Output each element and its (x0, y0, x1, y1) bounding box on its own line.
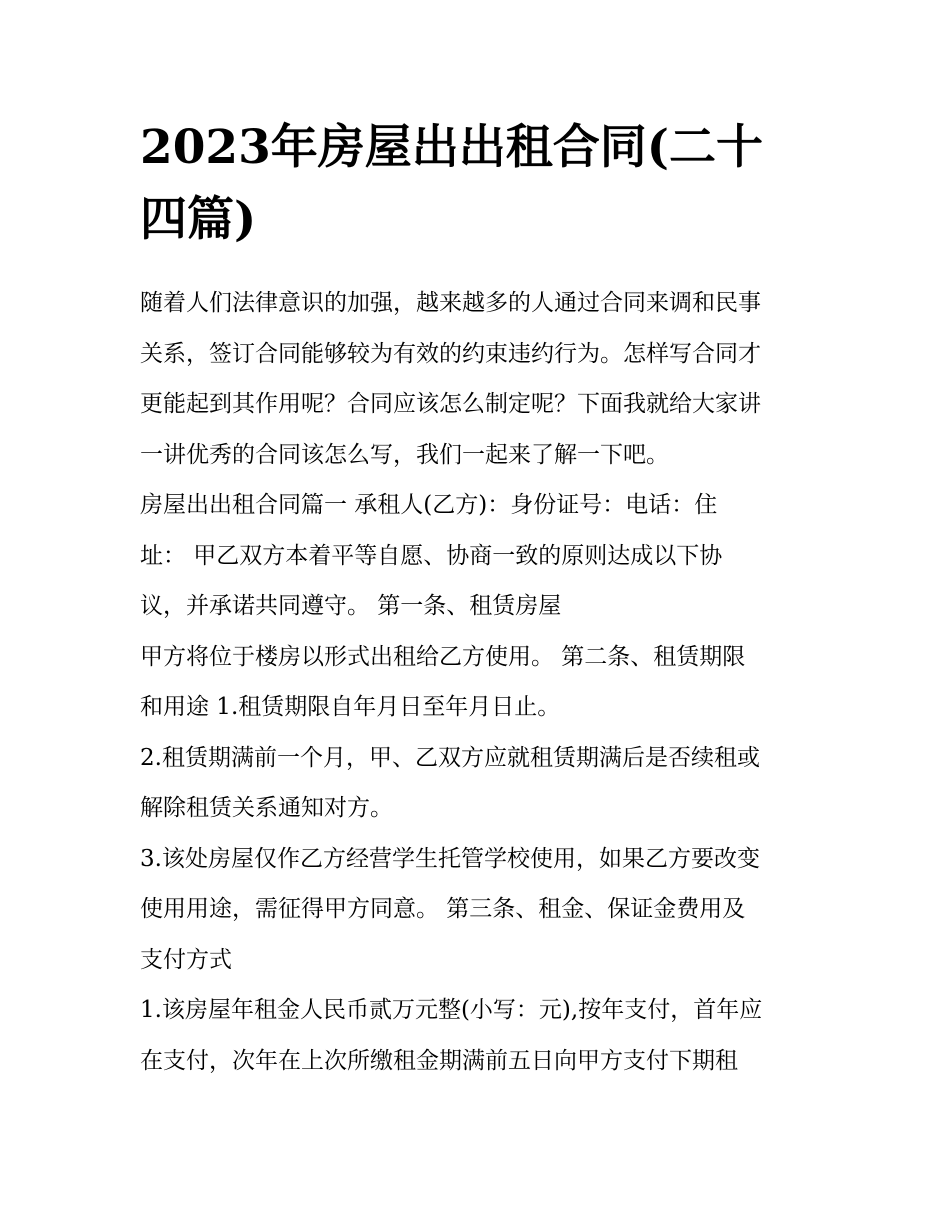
body-line: 1.该房屋年租金人民币贰万元整(小写：元),按年支付，首年应 (140, 997, 763, 1023)
title-line: 2023年房屋出出租合同(二十 (140, 120, 764, 175)
body-line: 随着人们法律意识的加强，越来越多的人通过合同来调和民事 (140, 290, 761, 316)
body-line: 解除租赁关系通知对方。 (140, 795, 393, 821)
body-line: 和用途 1.租赁期限自年月日至年月日止。 (140, 694, 561, 720)
body-line: 址： 甲乙双方本着平等自愿、协商一致的原则达成以下协 (140, 542, 723, 569)
body-line: 2.租赁期满前一个月，甲、乙双方应就租赁期满后是否续租或 (140, 744, 760, 771)
body-line: 在支付，次年在上次所缴租金期满前五日向甲方支付下期租 (140, 1047, 738, 1074)
document-body (140, 278, 816, 1086)
body-line: 更能起到其作用呢？合同应该怎么制定呢？下面我就给大家讲 (140, 391, 761, 417)
body-line: 议，并承诺共同遵守。 第一条、租赁房屋 (140, 593, 562, 619)
body-line: 一讲优秀的合同该怎么写，我们一起来了解一下吧。 (140, 441, 669, 468)
body-line: 使用用途，需征得甲方同意。 第三条、租金、保证金费用及 (140, 896, 746, 922)
body-line: 关系，签订合同能够较为有效的约束违约行为。怎样写合同才 (140, 340, 761, 367)
document-title (140, 112, 816, 256)
body-line: 房屋出出租合同篇一 承租人(乙方)：身份证号：电话：住 (140, 492, 718, 518)
body-line: 支付方式 (140, 946, 232, 973)
title-line: 四篇) (140, 192, 257, 247)
document-page (140, 112, 816, 1086)
body-line: 3.该处房屋仅作乙方经营学生托管学校使用，如果乙方要改变 (140, 845, 760, 872)
body-line: 甲方将位于楼房以形式出租给乙方使用。 第二条、租赁期限 (140, 643, 746, 670)
